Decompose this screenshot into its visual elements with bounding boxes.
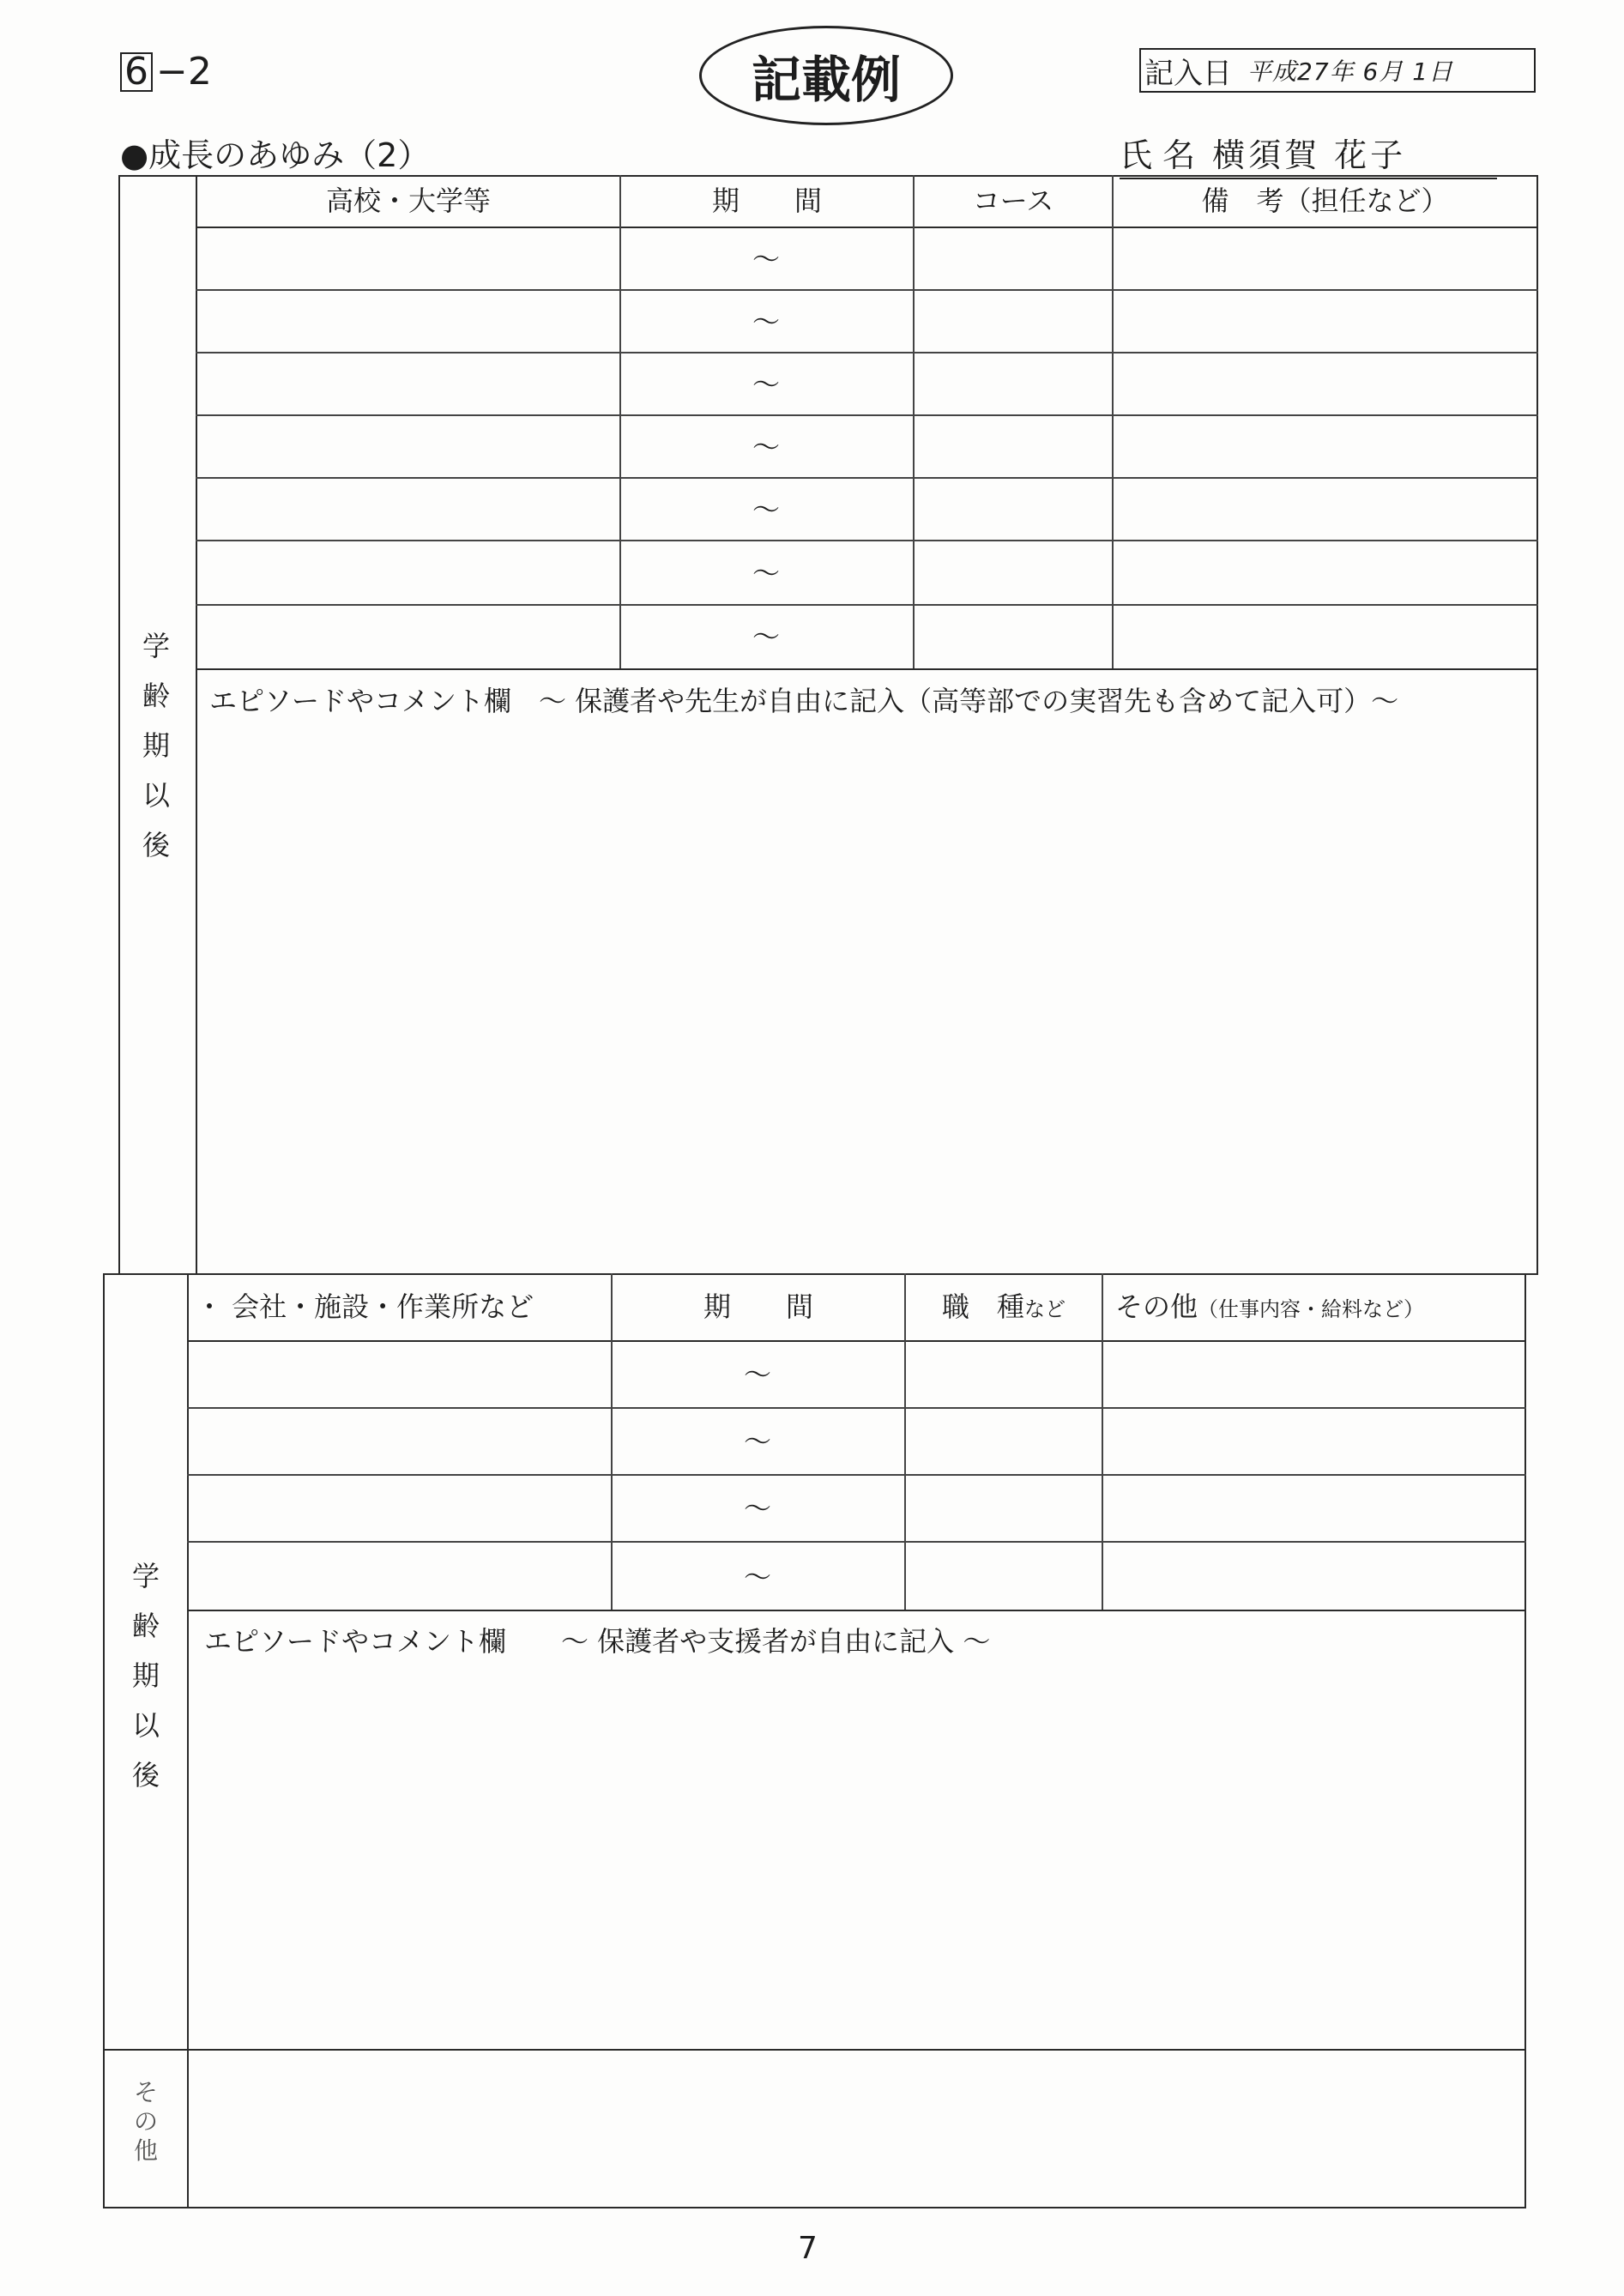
- side-char: 学: [131, 1560, 160, 1592]
- table-border: [103, 2207, 1526, 2208]
- side-char: 以: [142, 779, 170, 812]
- name-value[interactable]: 横須賀 花子: [1212, 136, 1407, 174]
- job-label-suffix: など: [1024, 1297, 1066, 1321]
- side-char: 期: [142, 729, 170, 762]
- col-header-other: [1103, 1290, 1524, 1326]
- other-label-suffix: （仕事内容・給料など）: [1198, 1297, 1425, 1321]
- col-divider: [619, 175, 621, 668]
- side-char: 齢: [142, 680, 170, 712]
- side-char: 齢: [131, 1610, 160, 1642]
- section-divider: [103, 2049, 1526, 2051]
- other-label: その他: [1115, 1290, 1198, 1323]
- period-marker: ～: [752, 557, 780, 589]
- entry-date-box: [1139, 48, 1536, 93]
- side-char: 学: [142, 630, 170, 662]
- row-divider: [196, 604, 1538, 606]
- page-id-box: 6: [120, 52, 153, 92]
- col-header-remarks: 備 考（担任など）: [1201, 184, 1449, 217]
- row-divider: [187, 1541, 1526, 1543]
- row-divider: [196, 668, 1538, 670]
- side-char: 後: [142, 829, 170, 861]
- side-char: そ: [133, 2078, 158, 2106]
- name-label: 氏 名: [1120, 136, 1196, 174]
- table-border: [1524, 1273, 1526, 2208]
- row-divider: [187, 1340, 1526, 1342]
- row-divider: [187, 1474, 1526, 1476]
- row-divider: [196, 227, 1538, 228]
- side-divider: [187, 1273, 189, 2208]
- period-marker: ～: [752, 620, 780, 653]
- period-marker: ～: [743, 1561, 771, 1593]
- col-header-job: [906, 1290, 1102, 1326]
- period-marker: ～: [752, 493, 780, 526]
- table-border: [1536, 175, 1538, 1273]
- school-comment-heading: エピソードやコメント欄 ～ 保護者や先生が自由に記入（高等部での実習先も含めて記入可）～: [209, 685, 1399, 717]
- other-area[interactable]: [192, 2054, 1520, 2202]
- side-char: 他: [133, 2136, 158, 2165]
- table-border: [118, 175, 120, 1273]
- row-divider: [196, 540, 1538, 541]
- table-border: [118, 175, 1538, 177]
- col-header-course: コース: [972, 184, 1054, 217]
- col-header-period: 期 間: [703, 1290, 813, 1323]
- row-divider: [187, 1610, 1526, 1611]
- row-divider: [196, 477, 1538, 479]
- side-char: 後: [131, 1759, 160, 1791]
- col-divider: [1112, 175, 1114, 668]
- period-marker: ～: [743, 1425, 771, 1458]
- period-marker: ～: [752, 431, 780, 463]
- side-char: 期: [131, 1659, 160, 1692]
- side-char: 以: [131, 1709, 160, 1742]
- job-label: 職 種: [941, 1290, 1024, 1323]
- period-marker: ～: [752, 243, 780, 275]
- row-divider: [187, 1407, 1526, 1409]
- period-marker: ～: [743, 1358, 771, 1391]
- row-divider: [196, 414, 1538, 416]
- table-border: [103, 1273, 105, 2208]
- example-label: 記載例: [699, 26, 953, 125]
- col-header-school: 高校・大学等: [325, 184, 491, 217]
- col-header-period: 期 間: [711, 184, 822, 217]
- entry-date-value[interactable]: 平成27年 6月 1日: [1247, 57, 1454, 86]
- name-field: [1120, 129, 1497, 179]
- period-marker: ～: [752, 368, 780, 401]
- section-divider: [103, 1273, 1538, 1275]
- side-char: の: [133, 2107, 158, 2136]
- col-divider: [913, 175, 915, 668]
- work-comment-heading: エピソードやコメント欄 ～ 保護者や支援者が自由に記入 ～: [204, 1625, 991, 1658]
- page-id: [120, 50, 212, 94]
- school-comment-area[interactable]: [199, 721, 1534, 1270]
- work-comment-area[interactable]: [192, 1661, 1520, 2045]
- row-divider: [196, 352, 1538, 353]
- col-header-company: ・ 会社・施設・作業所など: [196, 1290, 534, 1323]
- entry-date-label: 記入日: [1144, 56, 1232, 91]
- section-title: ●成長のあゆみ（2）: [120, 136, 431, 174]
- side-divider: [196, 175, 197, 1273]
- row-divider: [196, 289, 1538, 291]
- page-number: 7: [798, 2231, 818, 2266]
- period-marker: ～: [743, 1492, 771, 1525]
- page-id-suffix: −2: [156, 50, 212, 94]
- period-marker: ～: [752, 305, 780, 338]
